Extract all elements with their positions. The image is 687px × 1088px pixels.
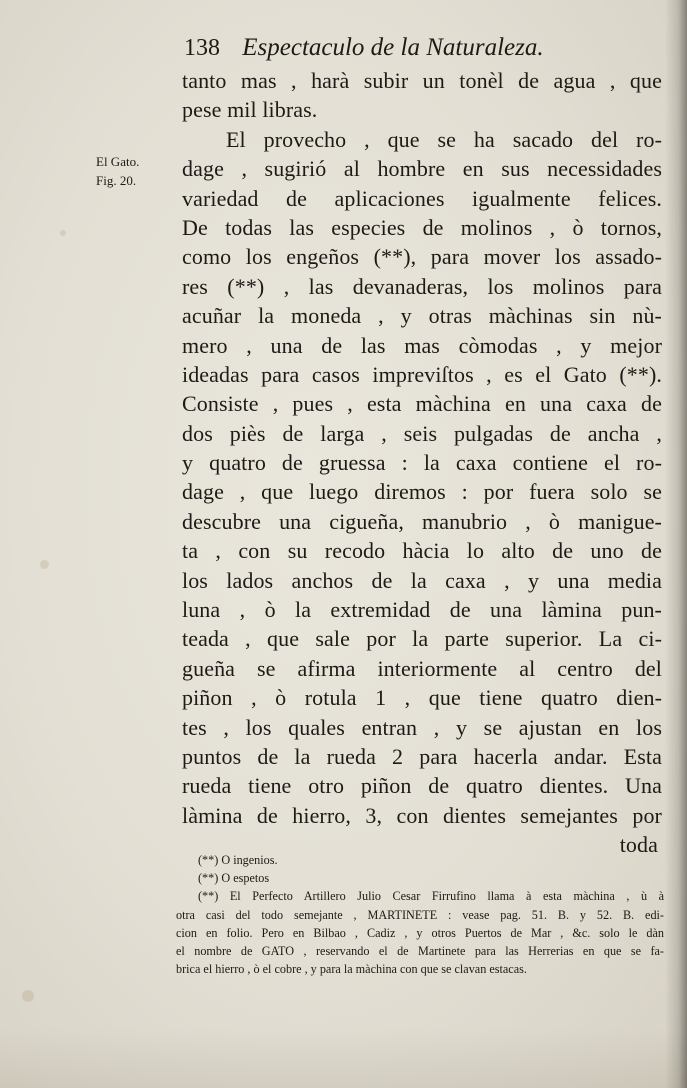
footnote-line: cion en folio. Pero en Bilbao , Cadiz , y otros Puertos de Mar , &c. solo le dàn (176, 925, 664, 940)
text-line: dos piès de larga , seis pulgadas de ancha , (182, 420, 662, 446)
catchword: toda (619, 832, 658, 858)
text-line: los lados anchos de la caxa , y una media (182, 567, 662, 593)
text-line: res (**) , las devanaderas, los molinos para (182, 273, 662, 299)
page-shading (0, 1028, 687, 1088)
margin-note (96, 152, 156, 190)
text-line: puntos de la rueda 2 para hacerla andar. Esta (182, 743, 662, 769)
text-line: y quatro de gruessa : la caxa contiene el ro- (182, 450, 662, 476)
text-line: dage , que luego diremos : por fuera solo se (182, 479, 662, 505)
foxing-spot (60, 230, 66, 236)
foxing-spot (22, 990, 34, 1002)
body-text (182, 66, 662, 860)
text-line: mero , una de las mas còmodas , y mejor (182, 332, 662, 358)
text-line: variedad de aplicaciones igualmente felices. (182, 185, 662, 211)
text-line: teada , que sale por la parte superior. La ci- (182, 626, 662, 652)
page-header (184, 34, 624, 64)
text-line: tanto mas , harà subir un tonèl de agua , que (182, 68, 662, 93)
text-line: El provecho , que se ha sacado del ro- (226, 126, 662, 152)
text-line: rueda tiene otro piñon de quatro dientes. Una (182, 773, 662, 799)
text-line: gueña se afirma interiormente al centro del (182, 655, 662, 681)
text-line: ta , con su recodo hàcia lo alto de uno de (182, 538, 662, 564)
page-number: 138 (184, 35, 220, 61)
running-title: Espectaculo de la Naturaleza. (242, 34, 544, 61)
text-line: acuñar la moneda , y otras màchinas sin nù- (182, 303, 662, 329)
page-edge-shadow (665, 0, 687, 1088)
text-line: pese mil libras. (182, 97, 318, 123)
footnote-line: el nombre de GATO , reservando el de Martinete para las Herrerias en que se fa- (176, 943, 664, 958)
footnotes (176, 851, 664, 978)
text-line: como los engeños (**), para mover los assado- (182, 244, 662, 270)
footnote-line: (**) O ingenios. (198, 853, 278, 867)
text-line: Consiste , pues , esta màchina en una caxa de (182, 391, 662, 417)
text-line: tes , los quales entran , y se ajustan en los (182, 714, 662, 740)
foxing-spot (40, 560, 49, 569)
text-line: piñon , ò rotula 1 , que tiene quatro dien- (182, 685, 662, 711)
footnote-line: (**) O espetos (198, 871, 270, 886)
margin-note-title: El Gato. (96, 154, 140, 169)
footnote-line: (**) El Perfecto Artillero Julio Cesar Firrufino llama à esta màchina , ù à (198, 889, 664, 904)
text-line: De todas las especies de molinos , ò tornos, (182, 214, 662, 240)
margin-note-figure: Fig. 20. (96, 173, 137, 188)
footnote-line: brica el hierro , ò el cobre , y para la màchina con que se clavan estacas. (176, 962, 527, 977)
text-line: dage , sugirió al hombre en sus necessidades (182, 156, 662, 182)
text-line: luna , ò la extremidad de una làmina pun- (182, 597, 662, 623)
footnote-line: otra casi del todo semejante , MARTINETE : vease pag. 51. B. y 52. B. edi- (176, 907, 664, 922)
text-line: ideadas para casos impreviſtos , es el Gato (**). (182, 361, 662, 387)
text-line: descubre una cigueña, manubrio , ò manigue- (182, 508, 662, 534)
text-line: làmina de hierro, 3, con dientes semejantes por (182, 802, 662, 828)
